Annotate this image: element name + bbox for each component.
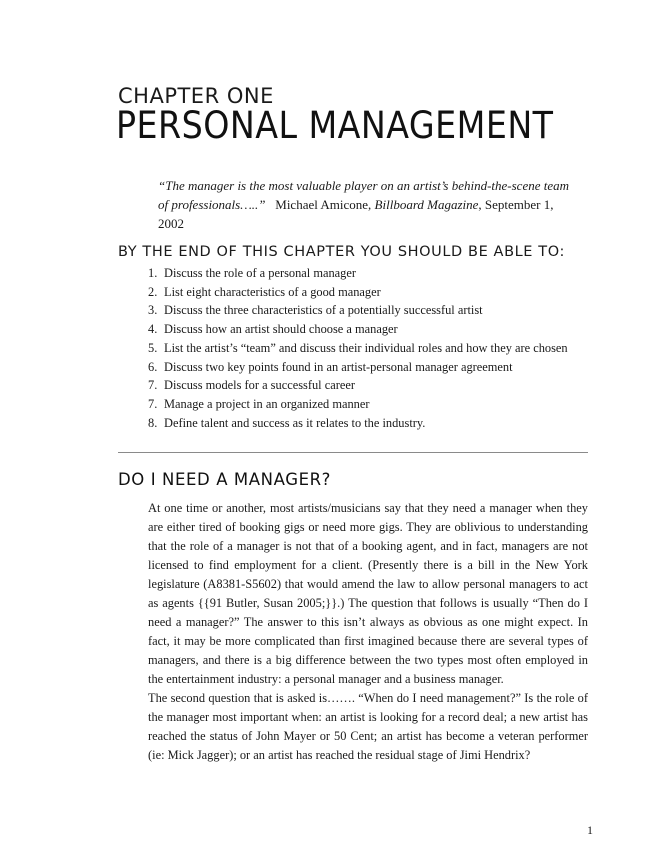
list-item-number: 6. bbox=[148, 359, 158, 374]
list-item bbox=[148, 301, 578, 320]
list-item bbox=[148, 320, 578, 339]
objectives-heading: BY THE END OF THIS CHAPTER YOU SHOULD BE ABLE TO: bbox=[118, 244, 565, 260]
objectives-list bbox=[148, 264, 578, 432]
epigraph-quote bbox=[158, 176, 578, 233]
list-item-number: 1. bbox=[148, 266, 158, 280]
list-item-number: 7. bbox=[148, 396, 158, 411]
list-item bbox=[148, 376, 578, 395]
list-item-text: List the artist’s “team” and discuss their individual roles and how they are chosen bbox=[164, 340, 568, 355]
list-item bbox=[148, 283, 578, 302]
list-item-text: Discuss how an artist should choose a manager bbox=[164, 322, 398, 337]
list-item bbox=[148, 414, 578, 433]
list-item-number: 3. bbox=[148, 303, 158, 318]
quote-attribution-publication: Billboard Magazine bbox=[374, 197, 479, 212]
body-paragraph: The second question that is asked is……. “When do I need management?” Is the role of the manager most important when: an artist is looking for a record deal; a new artist has reached the status of John Mayer or 50 Cent; an artist has become a veteran performer (ie: Mick Jagger); or an artist has reached the residual stage of Jimi Hendrix? bbox=[148, 691, 588, 762]
list-item-number: 4. bbox=[148, 322, 158, 337]
list-item-text: Discuss models for a successful career bbox=[164, 378, 355, 393]
section-divider bbox=[118, 452, 588, 453]
list-item-number: 2. bbox=[148, 284, 158, 299]
page-number: 1 bbox=[587, 823, 593, 837]
quote-text: “The manager is the most valuable player on an artist’s behind-the-scene team of professionals…..” bbox=[158, 178, 570, 212]
chapter-label: CHAPTER ONE bbox=[118, 84, 274, 108]
list-item-text: Discuss two key points found in an artist-personal manager agreement bbox=[164, 359, 513, 374]
list-item-number: 7. bbox=[148, 378, 158, 393]
list-item bbox=[148, 395, 578, 414]
quote-attribution-name: Michael Amicone, bbox=[275, 197, 372, 212]
list-item-number: 8. bbox=[148, 415, 158, 430]
body-paragraph: At one time or another, most artists/musicians say that they need a manager when they are either tired of booking gigs or need more gigs. They are oblivious to understanding that the role of a manager is not that of a booking agent, and in fact, managers are not licensed to find employment for a client. (Presently there is a bill in the New York legislature (A8381-S5602) that would amend the law to allow personal managers to act as agents {{91 Butler, Susan 2005;}}.) The question that follows is usually “Then do I need a manager?” The answer to this isn’t always as obvious as one might expect. In fact, it may be more complicated than first imagined because there are several types of managers, and there is a big difference between the two types most often employed in the entertainment industry: a personal manager and a business manager. bbox=[148, 501, 588, 686]
list-item bbox=[148, 339, 578, 358]
list-item bbox=[148, 264, 578, 283]
list-item-text: Discuss the role of a personal manager bbox=[164, 266, 356, 280]
list-item-text: Discuss the three characteristics of a potentially successful artist bbox=[164, 303, 483, 318]
list-item-text: Define talent and success as it relates to the industry. bbox=[164, 415, 426, 430]
list-item-number: 5. bbox=[148, 340, 158, 355]
quote-attribution-date: , September 1, 2002 bbox=[158, 197, 554, 231]
list-item-text: Manage a project in an organized manner bbox=[164, 396, 370, 411]
list-item-text: List eight characteristics of a good manager bbox=[164, 284, 381, 299]
list-item bbox=[148, 358, 578, 377]
section-heading: DO I NEED A MANAGER? bbox=[118, 470, 332, 489]
chapter-title: PERSONAL MANAGEMENT bbox=[116, 104, 554, 147]
